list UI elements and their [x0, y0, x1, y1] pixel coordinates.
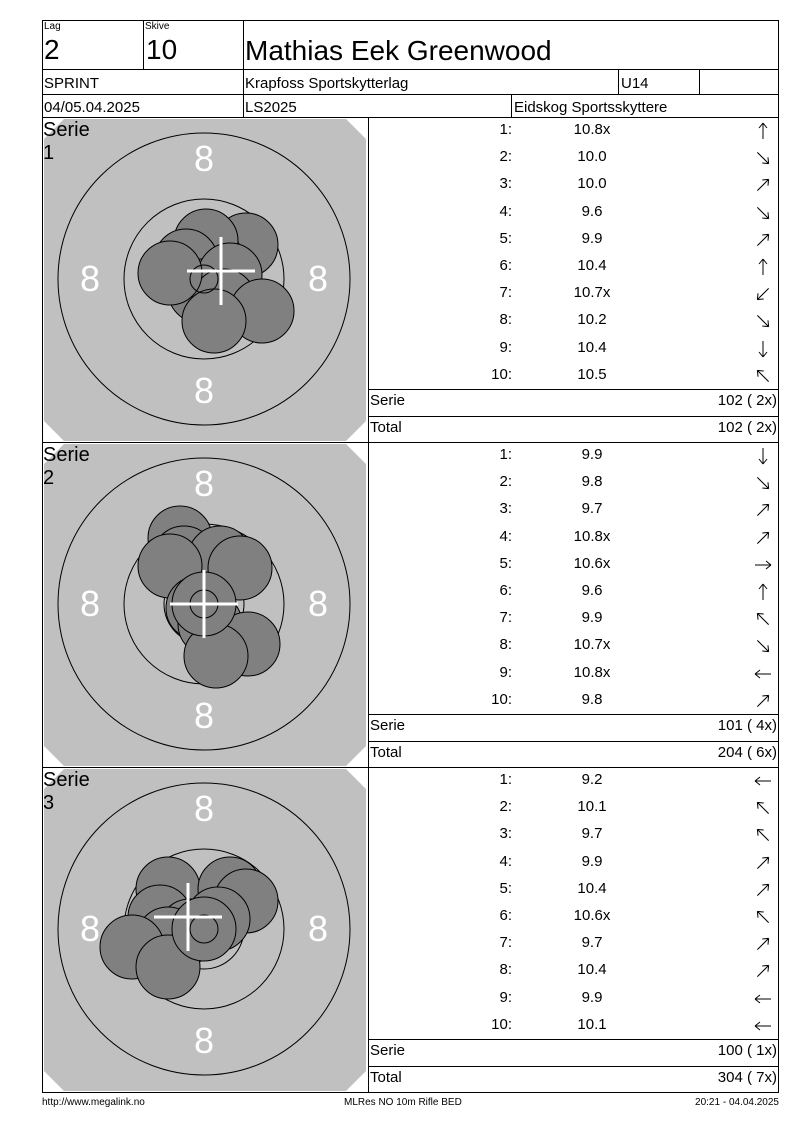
- down-right-arrow-icon: [752, 635, 774, 657]
- lag-value: 2: [44, 34, 60, 65]
- shot-row: [370, 989, 778, 1016]
- shot-number: 4:: [499, 202, 512, 220]
- shot-number: 6:: [499, 907, 512, 924]
- ring-number-label: 8: [307, 583, 329, 624]
- shot-row: [370, 366, 778, 393]
- shot-row: [370, 175, 778, 202]
- down-arrow-icon: [752, 445, 774, 467]
- shot-hole: [138, 241, 202, 305]
- up-arrow-icon: [752, 120, 774, 142]
- target-image: [44, 769, 366, 1091]
- shot-number: 10:: [491, 690, 512, 708]
- shot-score: 10.7x: [573, 636, 611, 654]
- up-right-arrow-icon: [752, 527, 774, 549]
- down-left-arrow-icon: [752, 283, 774, 305]
- ring-number-label: 8: [79, 583, 101, 624]
- up-left-arrow-icon: [752, 797, 774, 819]
- shot-score: 10.8x: [573, 663, 611, 681]
- shot-number: 8:: [499, 961, 512, 979]
- ring-number-label: 8: [79, 258, 101, 299]
- shot-score: 10.7x: [573, 284, 611, 302]
- shot-score: 10.1: [577, 1015, 607, 1033]
- lag-label: Lag: [44, 21, 61, 32]
- shot-score: 9.6: [581, 202, 603, 220]
- shot-row: [370, 825, 778, 852]
- serie-title: Serie 3: [43, 769, 90, 814]
- shot-score: 9.2: [581, 771, 603, 788]
- serie-sum-value: 102 ( 2x): [717, 392, 777, 409]
- shot-score: 10.4: [577, 961, 607, 979]
- serie-sum-label: Serie: [370, 392, 406, 409]
- up-left-arrow-icon: [752, 824, 774, 846]
- target-image: [44, 444, 366, 766]
- shot-number: 1:: [499, 446, 512, 463]
- shot-hole: [172, 897, 236, 961]
- up-left-arrow-icon: [752, 608, 774, 630]
- shot-hole: [182, 289, 246, 353]
- shot-row: [370, 1016, 778, 1043]
- shot-number: 7:: [499, 609, 512, 627]
- competition: LS2025: [245, 99, 297, 116]
- shot-row: [370, 473, 778, 500]
- shot-score: 9.8: [581, 473, 603, 491]
- shot-score: 9.9: [581, 988, 603, 1006]
- total-sum-label: Total: [370, 419, 402, 436]
- shot-number: 10:: [491, 365, 512, 383]
- shot-number: 8:: [499, 636, 512, 654]
- shot-row: [370, 961, 778, 988]
- up-right-arrow-icon: [752, 174, 774, 196]
- shot-score: 10.4: [577, 338, 607, 356]
- shot-row: [370, 555, 778, 582]
- shot-score: 9.9: [581, 609, 603, 627]
- shot-score: 10.4: [577, 879, 607, 897]
- shot-row: [370, 284, 778, 311]
- up-left-arrow-icon: [752, 365, 774, 387]
- down-right-arrow-icon: [752, 202, 774, 224]
- up-right-arrow-icon: [752, 499, 774, 521]
- up-right-arrow-icon: [752, 960, 774, 982]
- down-arrow-icon: [752, 338, 774, 360]
- ring-number-label: 8: [193, 788, 215, 829]
- date: 04/05.04.2025: [44, 99, 140, 116]
- shot-row: [370, 203, 778, 230]
- serie-sum-label: Serie: [370, 717, 406, 734]
- ring-number-label: 8: [193, 463, 215, 504]
- shot-number: 2:: [499, 473, 512, 491]
- shot-row: [370, 853, 778, 880]
- shot-score: 9.7: [581, 500, 603, 518]
- class: U14: [621, 75, 649, 92]
- shot-row: [370, 121, 778, 148]
- shot-number: 7:: [499, 284, 512, 302]
- up-left-arrow-icon: [752, 906, 774, 928]
- shot-row: [370, 664, 778, 691]
- shot-row: [370, 636, 778, 663]
- shot-row: [370, 582, 778, 609]
- up-right-arrow-icon: [752, 690, 774, 712]
- program: SPRINT: [44, 75, 100, 92]
- host: Eidskog Sportsskyttere: [514, 99, 668, 116]
- up-right-arrow-icon: [752, 852, 774, 874]
- total-sum-value: 204 ( 6x): [717, 744, 777, 761]
- down-right-arrow-icon: [752, 310, 774, 332]
- shot-score: 10.4: [577, 257, 607, 274]
- shot-row: [370, 798, 778, 825]
- shot-number: 4:: [499, 527, 512, 545]
- up-right-arrow-icon: [752, 933, 774, 955]
- shot-number: 3:: [499, 500, 512, 518]
- serie-sum-label: Serie: [370, 1042, 406, 1059]
- shot-row: [370, 691, 778, 718]
- shot-score: 9.9: [581, 852, 603, 870]
- shot-number: 7:: [499, 934, 512, 952]
- shot-number: 5:: [499, 554, 512, 572]
- shot-number: 4:: [499, 852, 512, 870]
- up-right-arrow-icon: [752, 879, 774, 901]
- left-arrow-icon: [752, 988, 774, 1010]
- shot-score: 10.0: [577, 148, 607, 166]
- footer-timestamp: 20:21 - 04.04.2025: [695, 1097, 779, 1108]
- up-right-arrow-icon: [752, 229, 774, 251]
- shot-score: 10.8x: [573, 121, 611, 138]
- shot-score: 9.7: [581, 934, 603, 952]
- total-sum-value: 102 ( 2x): [717, 419, 777, 436]
- shooter-name: Mathias Eek Greenwood: [245, 35, 552, 66]
- serie-title: Serie 1: [43, 119, 90, 164]
- shot-row: [370, 257, 778, 284]
- shot-number: 1:: [499, 771, 512, 788]
- total-sum-label: Total: [370, 1069, 402, 1086]
- right-arrow-icon: [752, 554, 774, 576]
- skive-value: 10: [146, 34, 178, 65]
- shot-row: [370, 609, 778, 636]
- shot-score: 10.0: [577, 175, 607, 193]
- shot-number: 3:: [499, 175, 512, 193]
- shot-score: 10.6x: [573, 554, 611, 572]
- shot-row: [370, 311, 778, 338]
- ring-number-label: 8: [193, 695, 215, 736]
- shot-score: 10.8x: [573, 527, 611, 545]
- shot-number: 8:: [499, 311, 512, 329]
- shot-number: 5:: [499, 879, 512, 897]
- shot-row: [370, 907, 778, 934]
- shot-score: 9.7: [581, 825, 603, 843]
- shot-number: 2:: [499, 798, 512, 816]
- shot-score: 9.9: [581, 229, 603, 247]
- shot-row: [370, 934, 778, 961]
- shot-number: 10:: [491, 1015, 512, 1033]
- shot-number: 9:: [499, 338, 512, 356]
- club: Krapfoss Sportskytterlag: [245, 75, 409, 92]
- down-right-arrow-icon: [752, 472, 774, 494]
- down-right-arrow-icon: [752, 147, 774, 169]
- shot-row: [370, 148, 778, 175]
- shot-score: 10.6x: [573, 907, 611, 924]
- ring-number-label: 8: [193, 138, 215, 179]
- ring-number-label: 8: [307, 908, 329, 949]
- shot-number: 2:: [499, 148, 512, 166]
- shot-row: [370, 880, 778, 907]
- shot-score: 9.6: [581, 582, 603, 599]
- shot-score: 10.5: [577, 365, 607, 383]
- serie-sum-value: 101 ( 4x): [717, 717, 777, 734]
- left-arrow-icon: [752, 1015, 774, 1037]
- shot-number: 5:: [499, 229, 512, 247]
- shot-number: 3:: [499, 825, 512, 843]
- shot-score: 10.1: [577, 798, 607, 816]
- shot-number: 9:: [499, 988, 512, 1006]
- total-sum-value: 304 ( 7x): [717, 1069, 777, 1086]
- ring-number-label: 8: [193, 1020, 215, 1061]
- serie-sum-value: 100 ( 1x): [717, 1042, 777, 1059]
- ring-number-label: 8: [193, 370, 215, 411]
- ring-number-label: 8: [79, 908, 101, 949]
- shot-row: [370, 339, 778, 366]
- up-arrow-icon: [752, 581, 774, 603]
- footer-url[interactable]: http://www.megalink.no: [42, 1097, 145, 1108]
- shot-row: [370, 446, 778, 473]
- shot-row: [370, 230, 778, 257]
- shot-number: 1:: [499, 121, 512, 138]
- shot-score: 10.2: [577, 311, 607, 329]
- ring-number-label: 8: [307, 258, 329, 299]
- shot-row: [370, 500, 778, 527]
- shot-number: 6:: [499, 257, 512, 274]
- shot-number: 6:: [499, 582, 512, 599]
- shot-row: [370, 528, 778, 555]
- serie-title: Serie 2: [43, 444, 90, 489]
- shot-row: [370, 771, 778, 798]
- shot-score: 9.9: [581, 446, 603, 463]
- target-image: [44, 119, 366, 441]
- left-arrow-icon: [752, 770, 774, 792]
- footer-software: MLRes NO 10m Rifle BED: [344, 1097, 462, 1108]
- shot-score: 9.8: [581, 690, 603, 708]
- skive-label: Skive: [145, 21, 170, 32]
- up-arrow-icon: [752, 256, 774, 278]
- left-arrow-icon: [752, 663, 774, 685]
- shot-number: 9:: [499, 663, 512, 681]
- total-sum-label: Total: [370, 744, 402, 761]
